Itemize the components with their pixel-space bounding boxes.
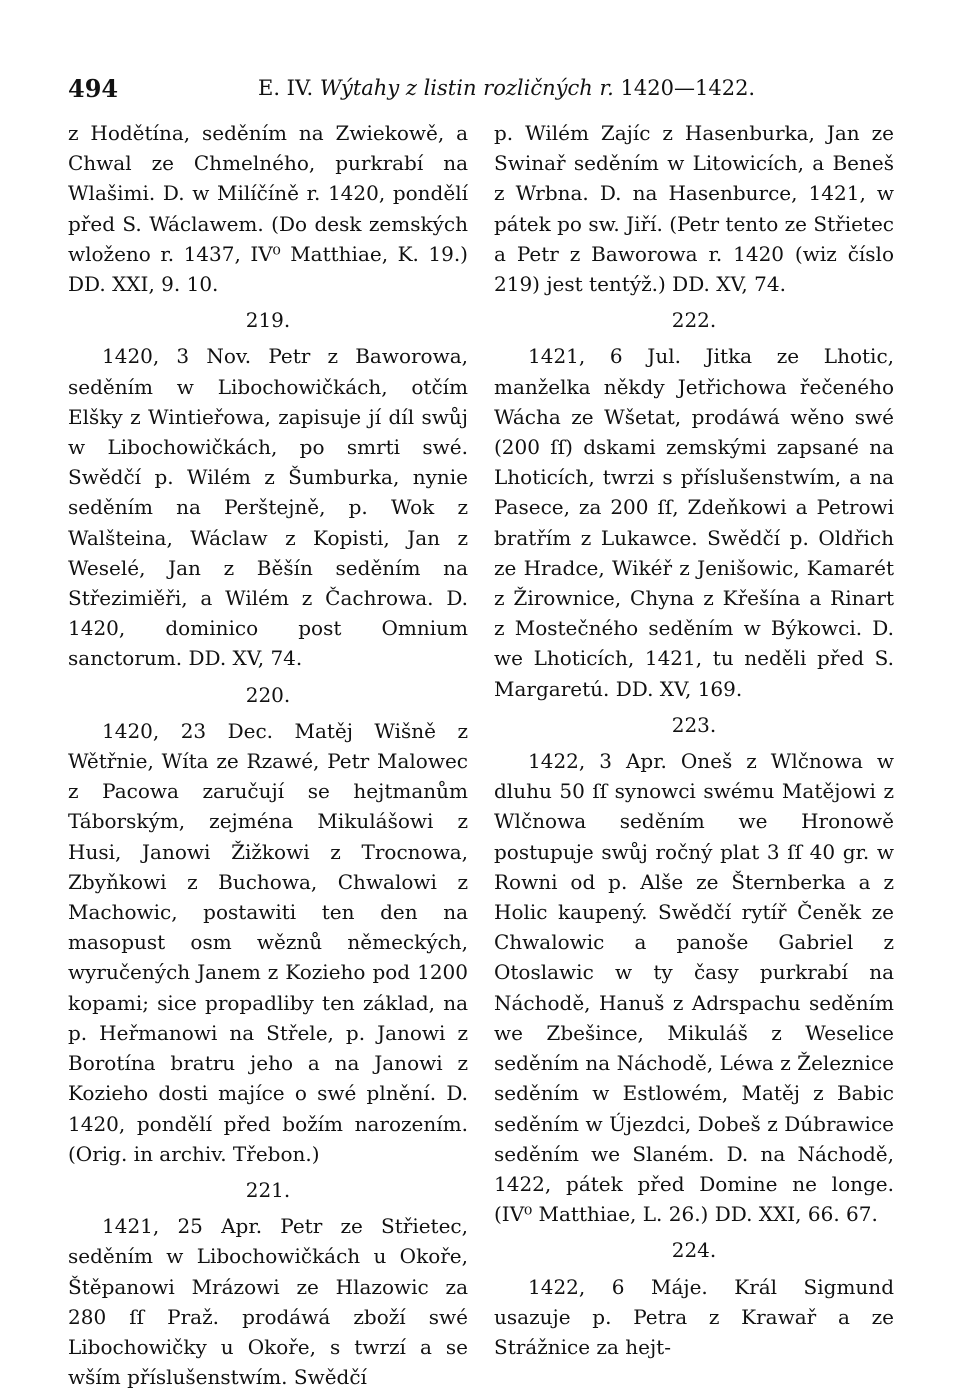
right-column <box>494 118 894 1362</box>
document-number: 223. <box>671 712 717 737</box>
document-number: 219. <box>245 308 291 333</box>
page-number: 494 <box>68 74 119 103</box>
paragraph: 1421, 25 Apr. Petr ze Střietec, seděním w Libochowičkách u Okoře, Štěpanowi Mrázowi ze Hlazowic za 280 ſſ Praž. prodáwá zboží swé Libochowičky u Okoře, s twrzí a se wším příslušenstwím. Swědčí <box>68 1214 468 1390</box>
document-number: 222. <box>671 308 717 333</box>
section-label: E. IV. <box>258 76 314 100</box>
document-number: 220. <box>245 682 291 707</box>
running-title: Wýtahy z listin rozličných r. <box>319 76 614 100</box>
document-number: 224. <box>671 1238 717 1263</box>
running-head <box>258 76 755 100</box>
paragraph: 1421, 6 Jul. Jitka ze Lhotic, manželka někdy Jetřichowa řečeného Wácha ze Wšetat, prodáwá wěno swé (200 ſſ) dskami zemskými zapsané na Lhoticích, twrzi s příslušenstwím, a na Pasece, za 200 ſſ, Zdeňkowi a Petrowi bratřím z Lukawce. Swědčí p. Oldřich ze Hradce, Wikéř z Jenišowic, Kamarét z Žirownice, Chyna z Křešína a Rinart z Mostečného seděním w Býkowci. D. we Lhoticích, 1421, tu neděli před S. Margaretú. DD. XV, 169. <box>494 344 894 701</box>
left-column <box>68 118 468 1392</box>
paragraph: p. Wilém Zajíc z Hasenburka, Jan ze Swinař seděním w Litowicích, a Beneš z Wrbna. D. na Hasenburce, 1421, w pátek po sw. Jiří. (Petr tento ze Střietec a Petr z Baworowa r. 1420 (wiz číslo 219) jest tentýž.) DD. XV, 74. <box>494 121 894 297</box>
document-number: 221. <box>245 1177 291 1202</box>
paragraph: 1422, 6 Máje. Král Sigmund usazuje p. Petra z Krawař a ze Strážnice za hejt- <box>494 1274 894 1359</box>
paragraph: 1420, 23 Dec. Matěj Wišně z Wětřnie, Wíta ze Rzawé, Petr Malowec z Pacowa zaručují se hejtmanům Táborským, zejména Mikulášowi z Husi, Janowi Žižkowi z Trocnowa, Zbyňkowi z Buchowa, Chwalowi z Machowic, postawiti ten den na masopust osm wěznů německých, wyručených Janem z Kozieho pod 1200 kopami; sice propadliby ten základ, na p. Heřmanowi na Střele, p. Janowi z Borotína bratru jeho a na Janowi z Kozieho dosti majíce o swé plnění. D. 1420, pondělí před božím narozením. (Orig. in archiv. Třebon.) <box>68 718 468 1166</box>
page-header <box>68 74 898 106</box>
paragraph: z Hodětína, seděním na Zwiekowě, a Chwal ze Chmelného, purkrabí na Wlašimi. D. w Milíčíně r. 1420, pondělí před S. Wáclawem. (Do desk zemských wloženo r. 1437, IV⁰ Matthiae, K. 19.) DD. XXI, 9. 10. <box>68 121 468 297</box>
paragraph: 1420, 3 Nov. Petr z Baworowa, seděním w Libochowičkách, otčím Elšky z Wintieřowa, zapisuje jí díl swůj w Libochowičkách, po smrti swé. Swědčí p. Wilém z Šumburka, nynie seděním na Perštejně, p. Wok z Walšteina, Wáclaw z Kopisti, Jan z Weselé, Jan z Běšín seděním na Střezimiěři, a Wilém z Čachrowa. D. 1420, dominico post Omnium sanctorum. DD. XV, 74. <box>68 344 468 671</box>
paragraph: 1422, 3 Apr. Oneš z Wlčnowa w dluhu 50 ſſ synowci swému Matějowi z Wlčnowa seděním we Hronowě postupuje swůj ročný plat 3 ſſ 40 gr. w Rowni od p. Alše ze Šternberka a z Holic kaupený. Swědčí rytíř Čeněk ze Chwalowic a panoše Gabriel z Otoslawic w ty časy purkrabí na Náchodě, Hanuš z Adrspachu seděním we Zbešince, Mikuláš z Weselice seděním na Náchodě, Léwa z Železnice seděním w Estlowém, Matěj z Babic seděním w Újezdci, Dobeš z Dúbrawice seděním we Slaném. D. na Náchodě, 1422, pátek před Domine ne longe. (IV⁰ Matthiae, L. 26.) DD. XXI, 66. 67. <box>494 749 894 1227</box>
year-range: 1420—1422. <box>620 76 756 100</box>
